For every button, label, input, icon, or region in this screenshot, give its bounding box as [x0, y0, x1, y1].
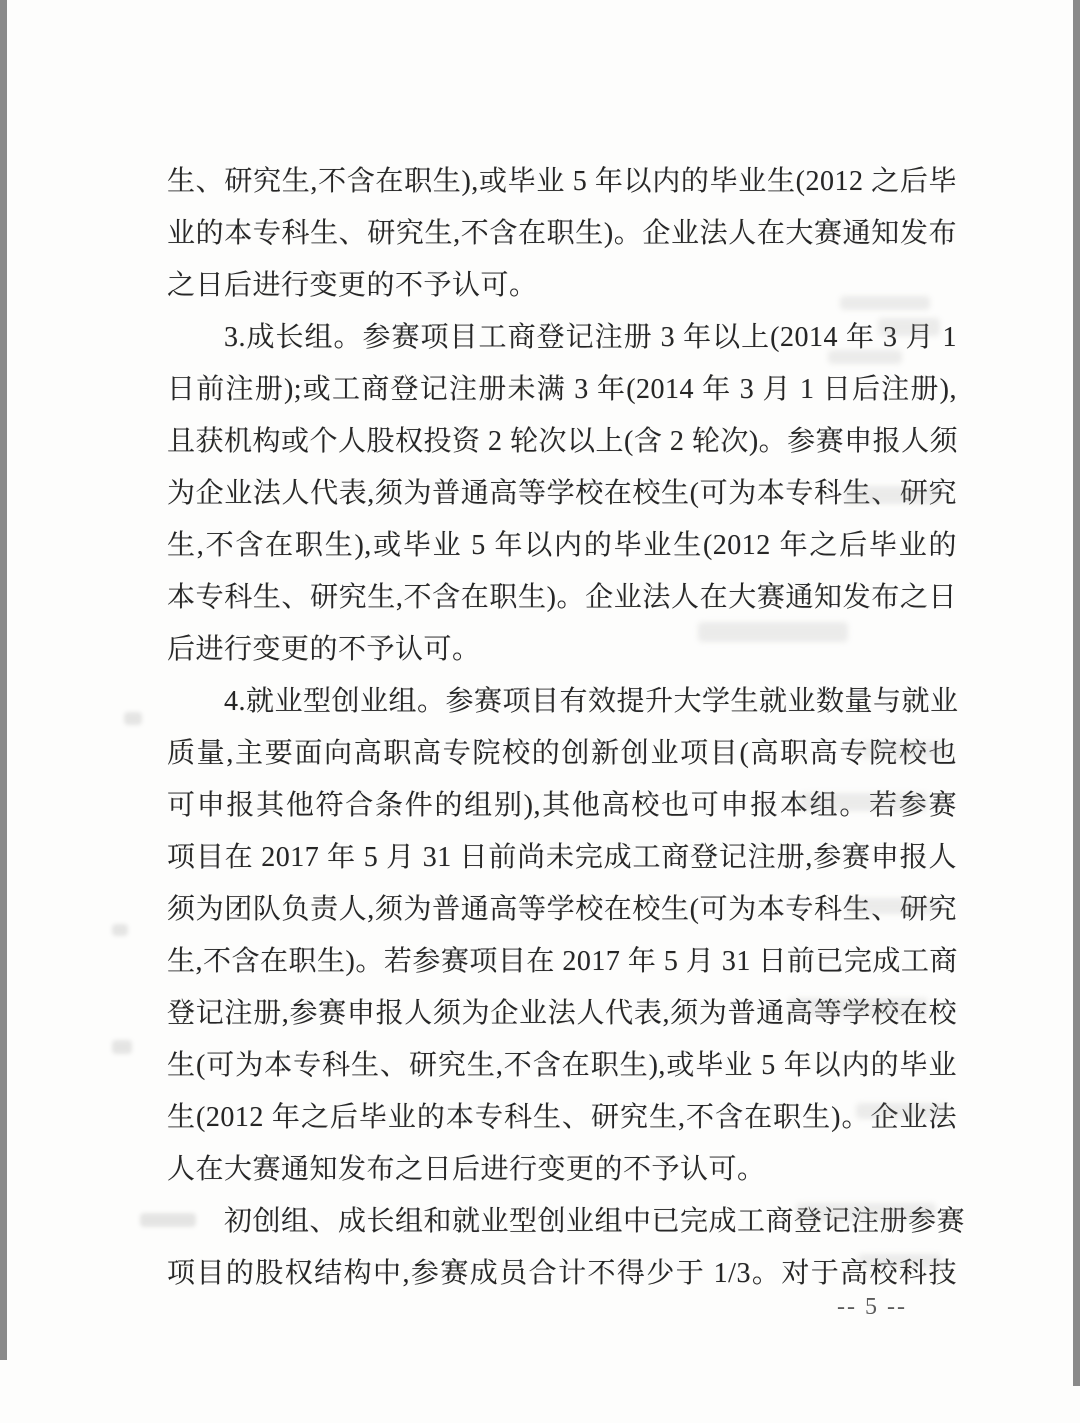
text-line: 业的本专科生、研究生,不含在职生)。企业法人在大赛通知发布 [167, 218, 957, 249]
scan-bleedthrough-artifact [698, 622, 848, 642]
scan-bleedthrough-artifact [112, 1040, 132, 1054]
screen-edge-right-strip [1073, 0, 1080, 1386]
scan-bleedthrough-artifact [140, 1213, 196, 1227]
text-line: 质量,主要面向高职高专院校的创新创业项目(高职高专院校也 [167, 738, 957, 769]
text-line: 生、研究生,不含在职生),或毕业 5 年以内的毕业生(2012 之后毕 [167, 166, 957, 197]
text-line: 须为团队负责人,须为普通高等学校在校生(可为本专科生、研究 [167, 894, 957, 925]
text-line: 为企业法人代表,须为普通高等学校在校生(可为本专科生、研究 [167, 478, 957, 509]
text-line: 生(可为本专科生、研究生,不含在职生),或毕业 5 年以内的毕业 [167, 1050, 957, 1081]
scan-bleedthrough-artifact [112, 924, 128, 936]
scan-bleedthrough-artifact [796, 1203, 936, 1221]
screen-edge-left-strip [0, 0, 7, 1360]
text-line: 本专科生、研究生,不含在职生)。企业法人在大赛通知发布之日 [167, 582, 957, 613]
scan-bleedthrough-artifact [840, 296, 930, 310]
scan-bleedthrough-artifact [828, 350, 902, 364]
text-line: 登记注册,参赛申报人须为企业法人代表,须为普通高等学校在校 [167, 998, 957, 1029]
text-line: 4.就业型创业组。参赛项目有效提升大学生就业数量与就业 [224, 686, 959, 717]
text-line: 3.成长组。参赛项目工商登记注册 3 年以上(2014 年 3 月 1 [224, 322, 957, 353]
scan-bleedthrough-artifact [124, 712, 142, 725]
text-line: 后进行变更的不予认可。 [167, 634, 481, 665]
text-line: 日前注册);或工商登记注册未满 3 年(2014 年 3 月 1 日后注册), [167, 374, 957, 405]
text-line: 项目的股权结构中,参赛成员合计不得少于 1/3。对于高校科技 [167, 1258, 957, 1289]
text-line: 生,不含在职生)。若参赛项目在 2017 年 5 月 31 日前已完成工商 [167, 946, 958, 977]
scan-bleedthrough-artifact [862, 742, 946, 758]
scan-bleedthrough-artifact [800, 793, 928, 811]
text-line: 初创组、成长组和就业型创业组中已完成工商登记注册参赛 [224, 1206, 966, 1237]
scan-bleedthrough-artifact [846, 898, 938, 914]
text-line: 可申报其他符合条件的组别),其他高校也可申报本组。若参赛 [167, 790, 957, 821]
scan-bleedthrough-artifact [878, 318, 940, 336]
scan-bleedthrough-artifact [788, 998, 928, 1016]
text-line: 之日后进行变更的不予认可。 [167, 270, 538, 301]
text-line: 人在大赛通知发布之日后进行变更的不予认可。 [167, 1154, 766, 1185]
text-line: 且获机构或个人股权投资 2 轮次以上(含 2 轮次)。参赛申报人须 [167, 426, 959, 457]
scan-bleedthrough-artifact [845, 486, 941, 504]
scan-bleedthrough-artifact [856, 1103, 948, 1119]
scan-bleedthrough-artifact [858, 1254, 942, 1268]
page-number: -- 5 -- [837, 1294, 907, 1320]
text-line: 项目在 2017 年 5 月 31 日前尚未完成工商登记注册,参赛申报人 [167, 842, 957, 873]
text-line: 生,不含在职生),或毕业 5 年以内的毕业生(2012 年之后毕业的 [167, 530, 957, 561]
document-body [167, 156, 966, 1300]
text-line: 生(2012 年之后毕业的本专科生、研究生,不含在职生)。企业法 [167, 1102, 957, 1133]
